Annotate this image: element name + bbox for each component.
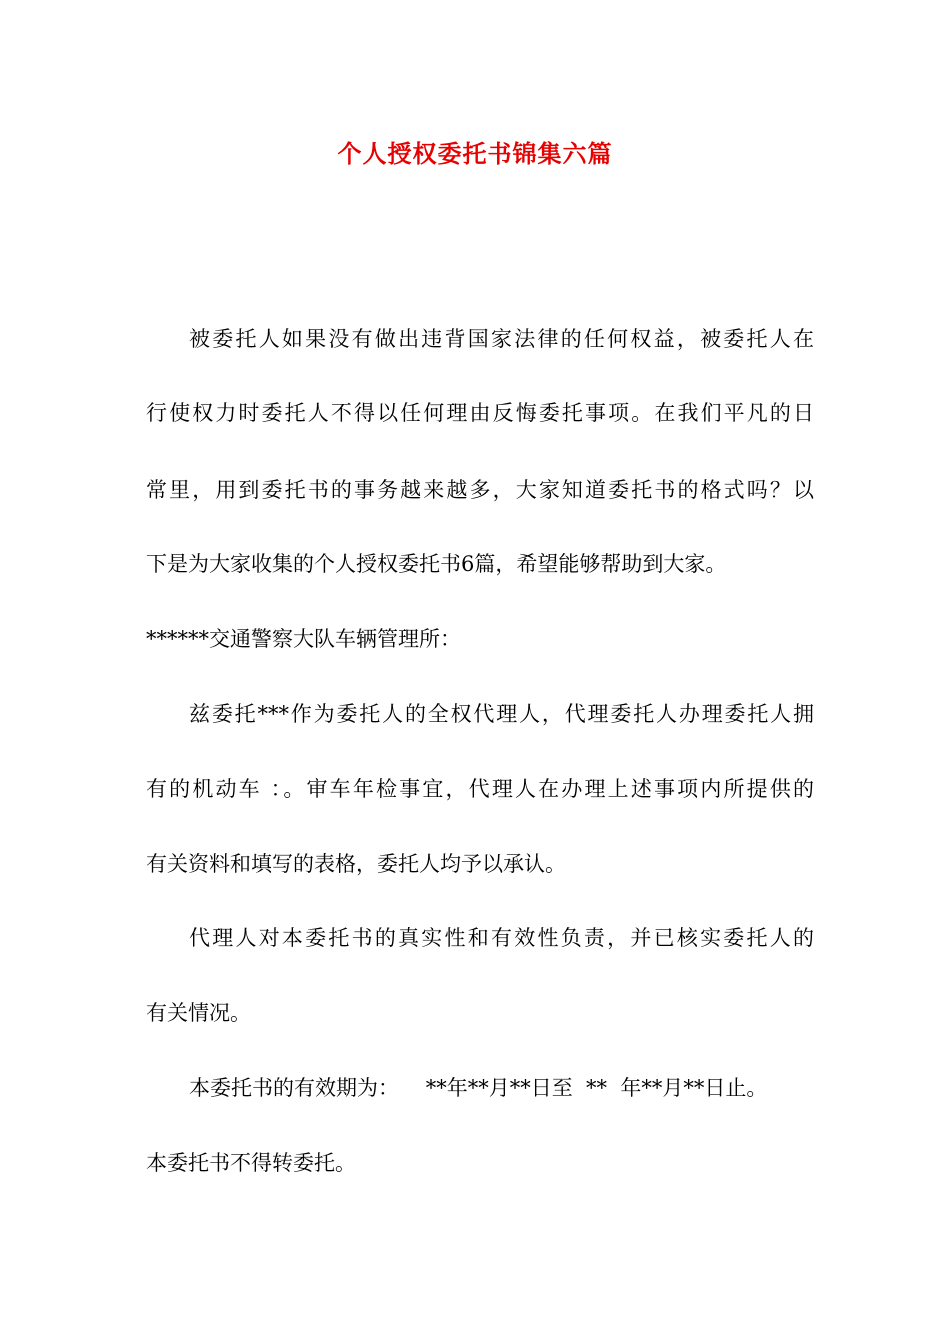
paragraph-line: 有的机动车 ：。审车年检事宜，代理人在办理上述事项内所提供的 <box>146 777 814 801</box>
paragraph-line: 代理人对本委托书的真实性和有效性负责，并已核实委托人的 <box>189 926 814 950</box>
paragraph-line: 本委托书不得转委托。 <box>146 1151 356 1175</box>
validity-period-line: 本委托书的有效期为： **年**月**日至 ** 年**月**日止。 <box>189 1076 768 1100</box>
paragraph-line: 下是为大家收集的个人授权委托书6篇，希望能够帮助到大家。 <box>146 552 727 576</box>
paragraph-line: 被委托人如果没有做出违背国家法律的任何权益，被委托人在 <box>189 327 814 351</box>
paragraph-line: 有关资料和填写的表格，委托人均予以承认。 <box>146 852 566 876</box>
paragraph-line: 兹委托***作为委托人的全权代理人，代理委托人办理委托人拥 <box>189 702 814 726</box>
paragraph-line: 有关情况。 <box>146 1001 251 1025</box>
document-title: 个人授权委托书锦集六篇 <box>337 139 613 168</box>
addressee-line: ******交通警察大队车辆管理所： <box>146 627 461 651</box>
paragraph-line: 行使权力时委托人不得以任何理由反悔委托事项。在我们平凡的日 <box>146 401 814 425</box>
paragraph-line: 常里，用到委托书的事务越来越多，大家知道委托书的格式吗？以 <box>146 478 814 502</box>
